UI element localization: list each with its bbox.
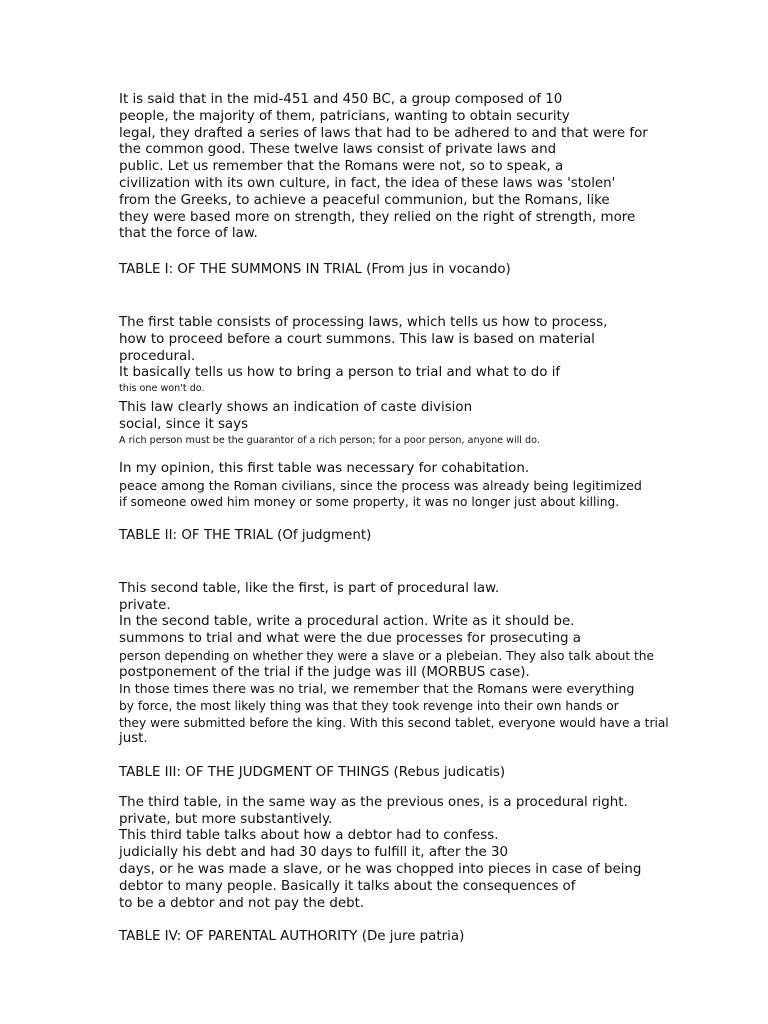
- text-line: This second table, like the first, is part of procedural law.: [119, 580, 500, 596]
- text-line: In the second table, write a procedural action. Write as it should be.: [119, 614, 575, 630]
- text-line: postponement of the trial if the judge was ill (MORBUS case).: [119, 664, 530, 680]
- text-line: just.: [119, 731, 148, 747]
- text-line: legal, they drafted a series of laws that had to be adhered to and that were for: [119, 125, 648, 141]
- text-line: that the force of law.: [119, 226, 258, 242]
- table-3-paragraph: [119, 795, 719, 913]
- text-line: public. Let us remember that the Romans were not, so to speak, a: [119, 159, 564, 175]
- section-heading-table-1: TABLE I: OF THE SUMMONS IN TRIAL (From jus in vocando): [119, 262, 511, 278]
- text-line: It basically tells us how to bring a person to trial and what to do if: [119, 365, 561, 381]
- text-line: In those times there was no trial, we remember that the Romans were everything: [119, 681, 635, 697]
- text-line: how to proceed before a court summons. This law is based on material: [119, 331, 595, 347]
- text-line: judicially his debt and had 30 days to fulfill it, after the 30: [119, 845, 509, 861]
- section-heading-table-3: TABLE III: OF THE JUDGMENT OF THINGS (Rebus judicatis): [119, 765, 506, 781]
- table-1-paragraph: [119, 315, 719, 448]
- section-heading-table-2: TABLE II: OF THE TRIAL (Of judgment): [119, 527, 372, 543]
- text-line: The first table consists of processing laws, which tells us how to process,: [119, 314, 608, 330]
- text-line: civilization with its own culture, in fact, the idea of these laws was 'stolen': [119, 175, 616, 191]
- text-line: summons to trial and what were the due processes for prosecuting a: [119, 631, 582, 647]
- text-line: from the Greeks, to achieve a peaceful communion, but the Romans, like: [119, 192, 610, 208]
- text-line: This third table talks about how a debtor had to confess.: [119, 828, 499, 844]
- text-line-small: A rich person must be the guarantor of a rich person; for a poor person, anyone will do.: [119, 434, 540, 446]
- text-line-small: this one won't do.: [119, 383, 205, 395]
- intro-paragraph: [119, 92, 719, 243]
- table-2-paragraph: [119, 581, 719, 748]
- section-heading-table-4: TABLE IV: OF PARENTAL AUTHORITY (De jure patria): [119, 929, 465, 945]
- text-line: days, or he was made a slave, or he was chopped into pieces in case of being: [119, 862, 642, 878]
- text-line: peace among the Roman civilians, since the process was already being legitimized: [119, 477, 642, 493]
- text-line: they were based more on strength, they relied on the right of strength, more: [119, 209, 636, 225]
- text-line: the common good. These twelve laws consist of private laws and: [119, 142, 557, 158]
- text-line: to be a debtor and not pay the debt.: [119, 895, 365, 911]
- text-line: social, since it says: [119, 416, 249, 432]
- text-line: people, the majority of them, patricians, wanting to obtain security: [119, 108, 570, 124]
- text-line: procedural.: [119, 348, 196, 364]
- text-line: private.: [119, 597, 171, 613]
- text-line: debtor to many people. Basically it talks about the consequences of: [119, 878, 576, 894]
- text-line: by force, the most likely thing was that they took revenge into their own hands or: [119, 699, 619, 714]
- text-line: This law clearly shows an indication of caste division: [119, 400, 473, 416]
- text-line: they were submitted before the king. With this second tablet, everyone would have a trial: [119, 715, 669, 730]
- text-line: In my opinion, this first table was necessary for cohabitation.: [119, 460, 530, 476]
- text-line: The third table, in the same way as the previous ones, is a procedural right.: [119, 794, 628, 810]
- text-line: private, but more substantively.: [119, 811, 333, 827]
- document-page: [119, 92, 719, 946]
- table-1-opinion-paragraph: [119, 461, 719, 511]
- text-line: It is said that in the mid-451 and 450 BC, a group composed of 10: [119, 92, 563, 107]
- text-line: if someone owed him money or some property, it was no longer just about killing.: [119, 495, 620, 510]
- text-line: person depending on whether they were a slave or a plebeian. They also talk about the: [119, 648, 654, 663]
